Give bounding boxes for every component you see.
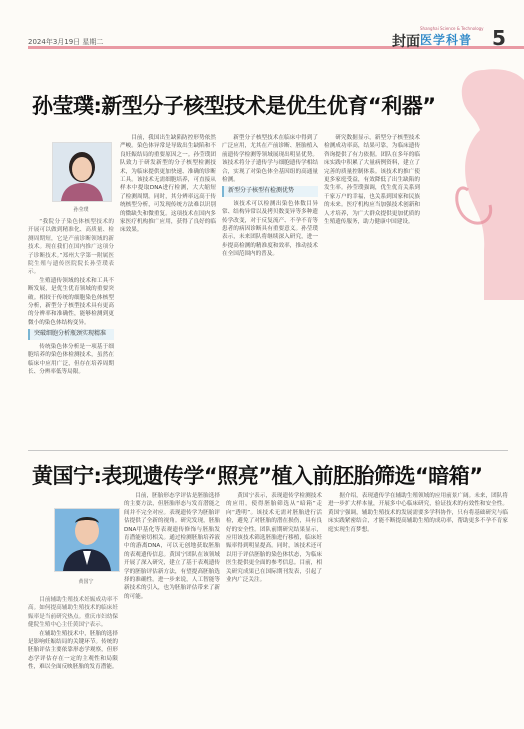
portrait-image	[53, 143, 111, 201]
page-header	[0, 0, 524, 50]
article1-photo	[52, 142, 112, 202]
article-divider	[28, 450, 508, 451]
article1-subhead-2: 新型分子核型有检测优势	[222, 186, 318, 196]
article2-photo	[54, 508, 120, 572]
article1-col2-text: 目前，我国出生缺陷防控形势依然严峻。染色体异常是导致出生缺陷和不良妊娠结局的重要原因之一。孙莹璞团队致力于研发新型的分子核型检测技术，为临床提供更加快速、准确的诊断工具。该技术无需细胞培养，可直接从样本中提取DNA进行检测，大大缩短了检测周期。同时，其分辨率远高于传统核型分析，可发现传统方法难以识别的微缺失和微重复。这项技术在国内多家医疗机构推广应用，获得了良好的临床效果。	[120, 135, 216, 234]
article2-intro: 目前辅助生殖技术妊娠成功率不高。如何提高辅助生殖技术的临床妊娠率是当前研究热点。重庆市妇幼保健院生殖中心主任黄国宁表示。	[28, 597, 118, 629]
article1-column-1	[28, 218, 114, 448]
article1-subhead-1: 突破细胞分析瓶颈实现精准	[28, 329, 114, 339]
pregnant-woman-illustration	[424, 60, 524, 300]
issue-date: 2024年3月19日 星期二	[28, 38, 104, 46]
publication-logo	[420, 26, 490, 46]
portrait-image	[55, 509, 119, 571]
article1-col1-text: 生殖遗传领域的技术和工具不断发展，是优生优育领域的重要突破。相较于传统的细胞染色体核型分析，新型分子核型技术具有更高的分辨率和准确性，能够检测到更微小的染色体结构变异。	[28, 277, 114, 326]
section-name: 封面	[392, 34, 420, 50]
article2-column-3	[226, 492, 322, 722]
article2-col1-text: 在辅助生殖技术中，胚胎的选择是影响妊娠结局的关键环节。传统的胚胎评估主要依靠形态学观察，但形态学评估存在一定的主观性和局限性，难以全面反映胚胎的发育潜能。	[28, 630, 118, 671]
article1-intro: “我院分子染色体核型技术的开展可以做到精准化、高质量、检测周期短，它是产前诊断领域的新技术。现在我们在国内推广这项分子诊断技术。”郑州大学第一附属医院生殖与遗传医院院长孙莹璞表示。	[28, 219, 114, 276]
article2-column-2	[124, 492, 220, 722]
article2-col4-text: 据介绍，表现遗传学在辅助生殖领域的应用前景广阔。未来，团队将进一步扩大样本量，开展多中心临床研究，验证技术的有效性和安全性。黄国宁强调，辅助生殖技术的发展需要多学科协作，只有将基础研究与临床实践紧密结合，才能不断提高辅助生殖的成功率，帮助更多不孕不育家庭实现生育梦想。	[328, 493, 508, 533]
logo-title: 医学科普	[420, 33, 473, 47]
article1-col1-text-2: 传统染色体分析是一项基于细胞培养的染色体检测技术，虽然在临床中应用广泛，但存在培养周期长、分辨率低等局限。	[28, 343, 114, 375]
page-number: 5	[492, 26, 506, 50]
article1-column-4	[324, 134, 420, 446]
article2-title: 黄国宁:表现遗传学“照亮”植入前胚胎筛选“暗箱”	[32, 464, 483, 488]
article1-col3-text-2: 该技术可以检测出染色体数目异常、结构异常以及拷贝数变异等多种遗传学改变，对于反复流产、不孕不育等患者的病因诊断具有重要意义。孙莹璞表示，未来团队将继续深入研究，进一步提高检测的精准度和效率，推动技术在全国范围内的普及。	[222, 200, 318, 258]
article1-photo-caption: 孙莹璞	[73, 207, 89, 213]
article2-column-1	[28, 596, 118, 720]
article2-col3-text: 黄国宁表示，表现遗传学检测技术的应用，使得胚胎筛选从“暗箱”走向“透明”。该技术无需对胚胎进行活检，避免了对胚胎的潜在损伤，具有良好的安全性。团队前期研究结果显示，应用该技术筛选胚胎进行移植，临床妊娠率得到明显提高。同时，该技术还可以用于评估胚胎的染色体状态，为临床医生提供更全面的参考信息。目前，相关研究成果已在国际期刊发表，引起了业内广泛关注。	[226, 493, 322, 584]
article1-title: 孙莹璞:新型分子核型技术是优生优育“利器”	[32, 94, 436, 118]
logo-subtitle: Shanghai Science & Technology	[420, 26, 484, 31]
article1-col4-text: 研究数据显示，新型分子核型技术检测成功率高，结果可靠，为临床遗传咨询提供了有力依据。团队在多年的临床实践中积累了大量病例资料，建立了完善的质量控制体系。该技术的推广使更多家庭受益，有效降低了出生缺陷的发生率。孙莹璞强调，优生优育关系到千家万户的幸福，也关系到国家和民族的未来。医疗机构应当加强技术创新和人才培养，为广大群众提供更加优质的生殖遗传服务，助力健康中国建设。	[324, 135, 420, 226]
article1-column-3	[222, 134, 318, 446]
article2-photo-caption: 黄国宁	[78, 579, 94, 585]
article2-col2-text: 目前，胚胎形态学评估是胚胎选择的主要方法，但胚胎形态与发育潜能之间并不完全对应。表现遗传学为胚胎评估提供了全新的视角。研究发现，胚胎DNA甲基化等表观遗传修饰与胚胎发育潜能密切相关。通过检测胚胎培养液中的游离DNA，可以无创地获取胚胎的表观遗传信息。黄国宁团队在该领域开展了深入研究，建立了基于表观遗传学的胚胎评估新方法，有望提高胚胎选择的准确性。进一步来说，人工智能等新技术的引入，也为胚胎评估带来了新的可能。	[124, 493, 220, 600]
article1-col3-text: 新型分子核型技术在临床中得到了广泛应用，尤其在产前诊断、胚胎植入前遗传学检测等领域展现出明显优势。该技术将分子遗传学与细胞遗传学相结合，实现了对染色体全基因组的高通量检测。	[222, 135, 318, 184]
article1-column-2	[120, 134, 216, 446]
article2-column-4	[328, 492, 508, 722]
